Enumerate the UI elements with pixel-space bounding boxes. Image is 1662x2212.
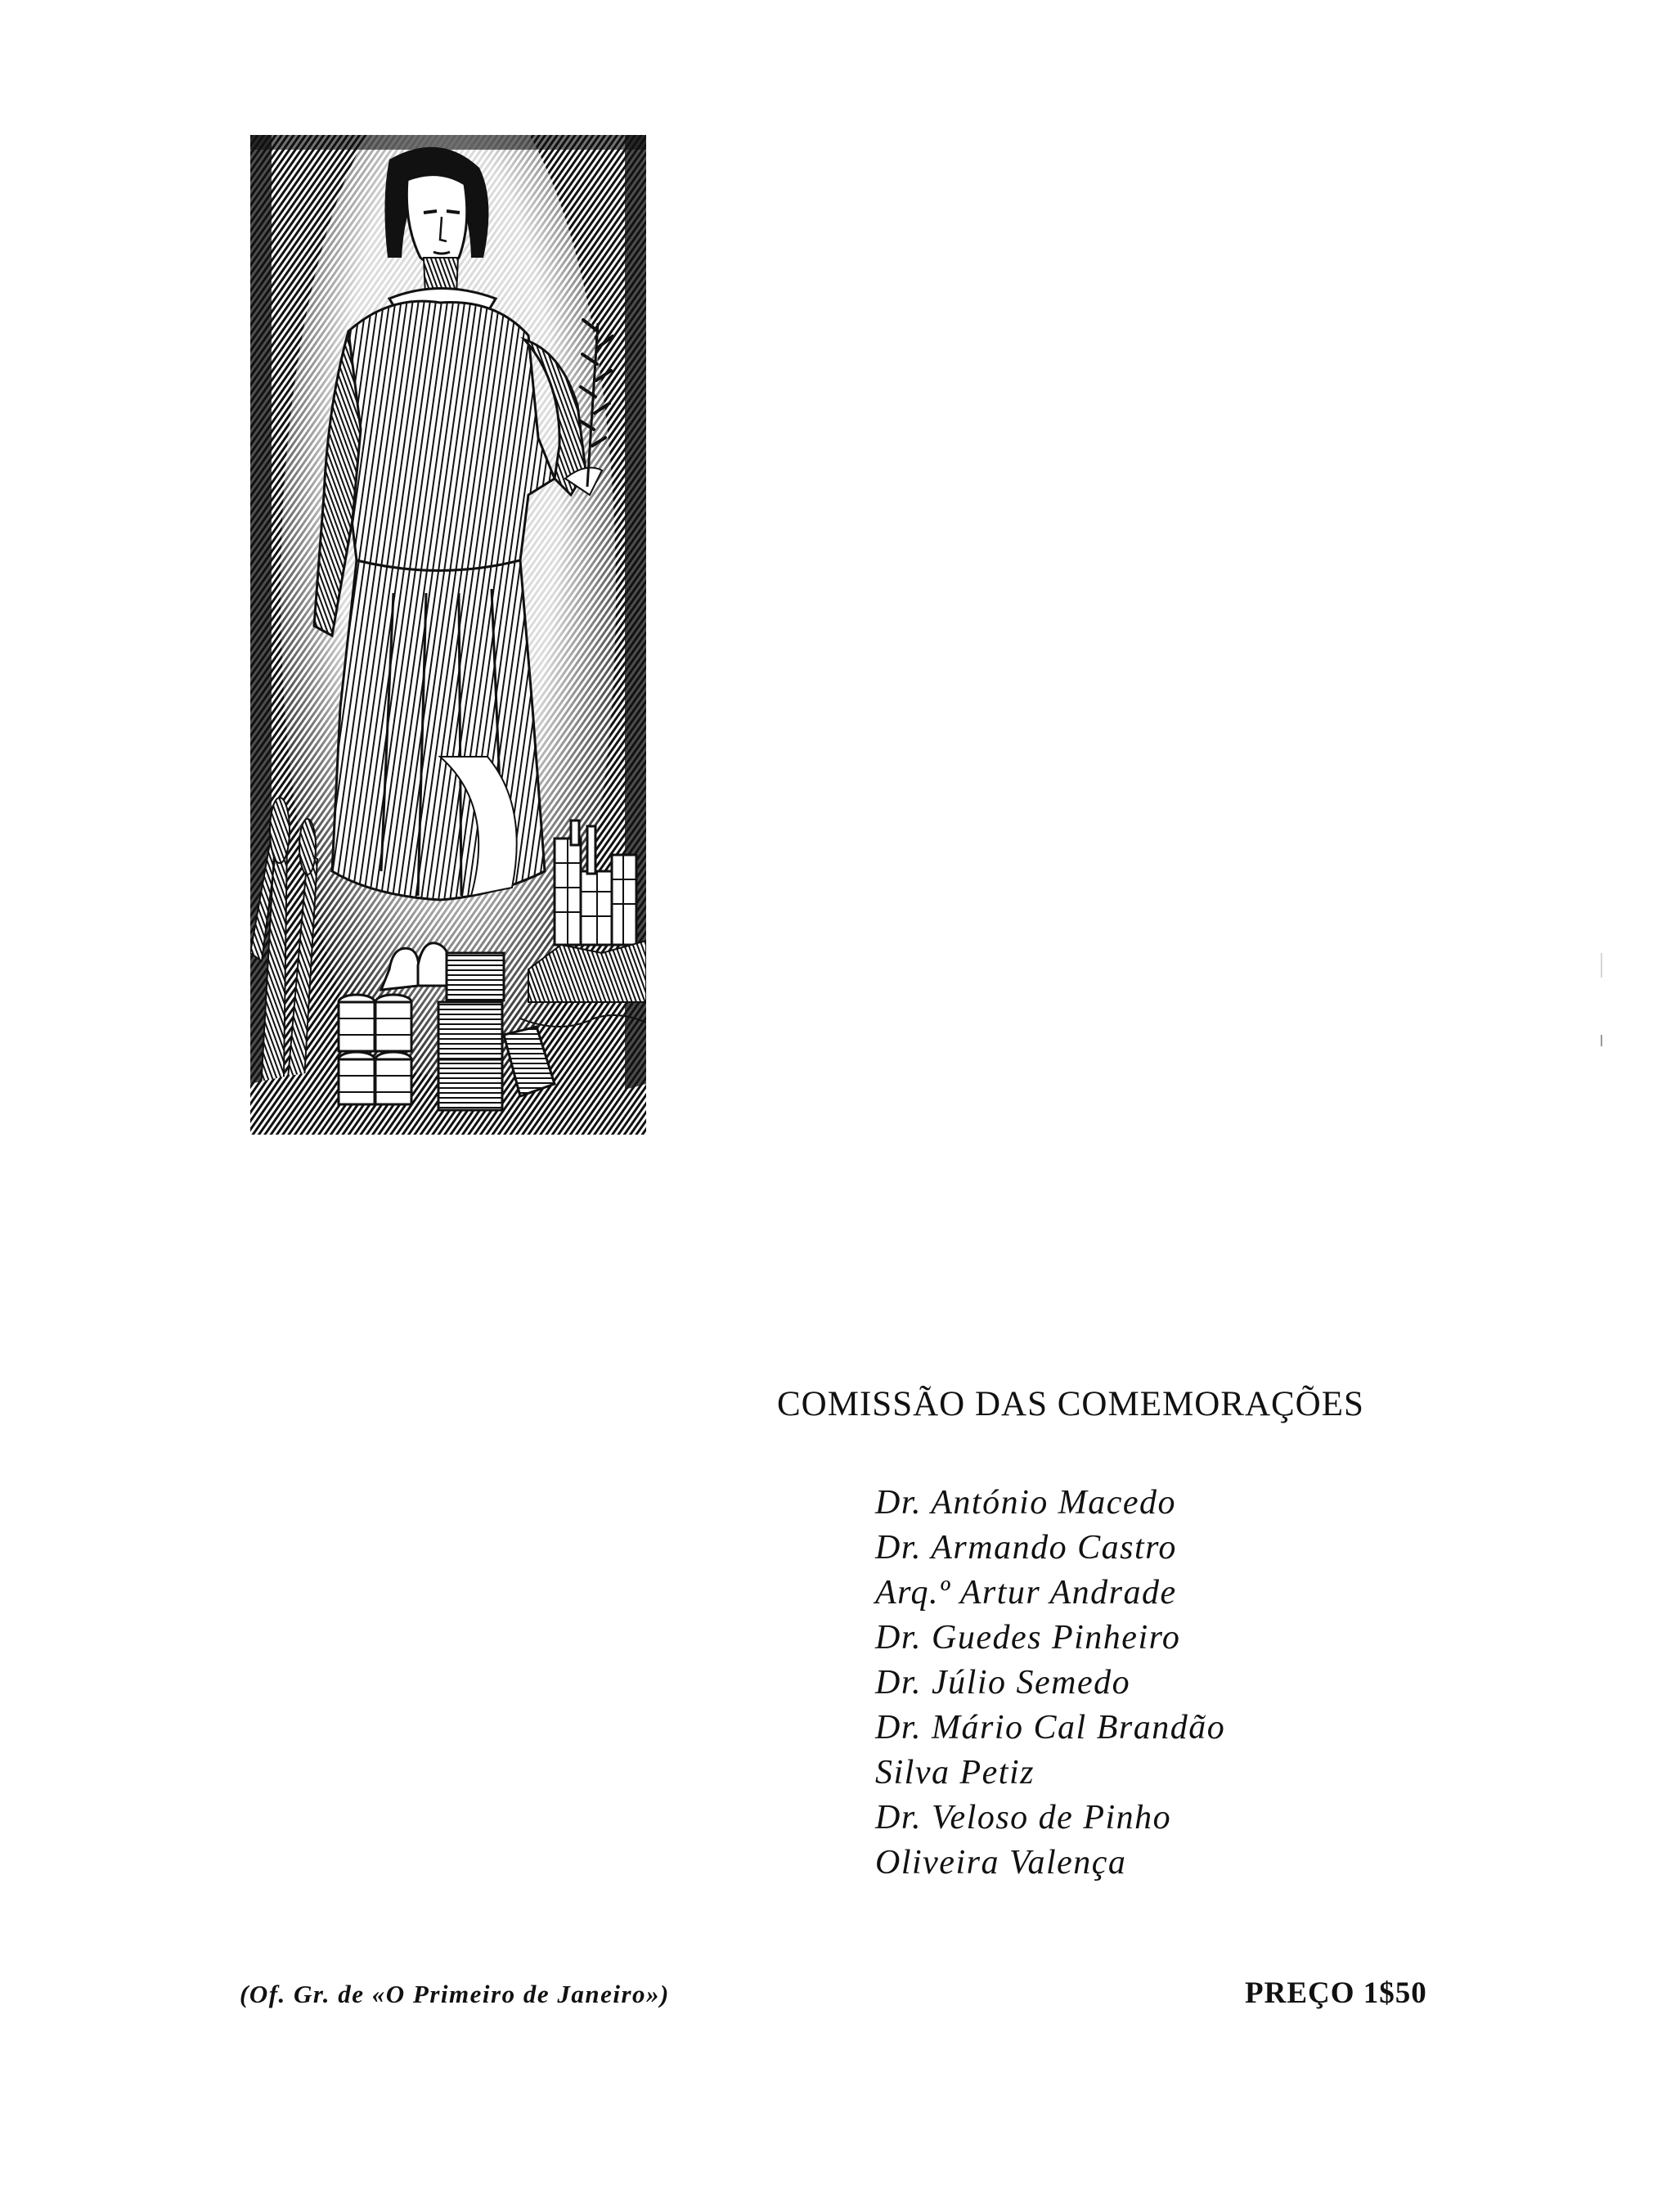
margin-mark [1601,1035,1602,1046]
committee-member: Dr. António Macedo [875,1484,1177,1522]
committee-member: Dr. Guedes Pinheiro [875,1619,1181,1657]
committee-member: Dr. Mário Cal Brandão [875,1709,1226,1747]
woodcut-illustration [250,135,646,1135]
committee-member: Silva Petiz [875,1754,1035,1792]
price-label: PREÇO 1$50 [1245,1976,1427,2010]
margin-mark [1601,953,1602,978]
committee-member: Dr. Júlio Semedo [875,1664,1131,1702]
committee-member: Dr. Veloso de Pinho [875,1799,1172,1837]
committee-title: COMISSÃO DAS COMEMORAÇÕES [777,1385,1364,1423]
printer-credit: (Of. Gr. de «O Primeiro de Janeiro») [240,1980,670,2008]
committee-member: Dr. Armando Castro [875,1529,1177,1567]
committee-member: Arq.º Artur Andrade [875,1574,1177,1612]
committee-member: Oliveira Valença [875,1844,1127,1882]
woman-figure-icon [250,135,646,1135]
committee-member-list [875,1481,1225,1886]
